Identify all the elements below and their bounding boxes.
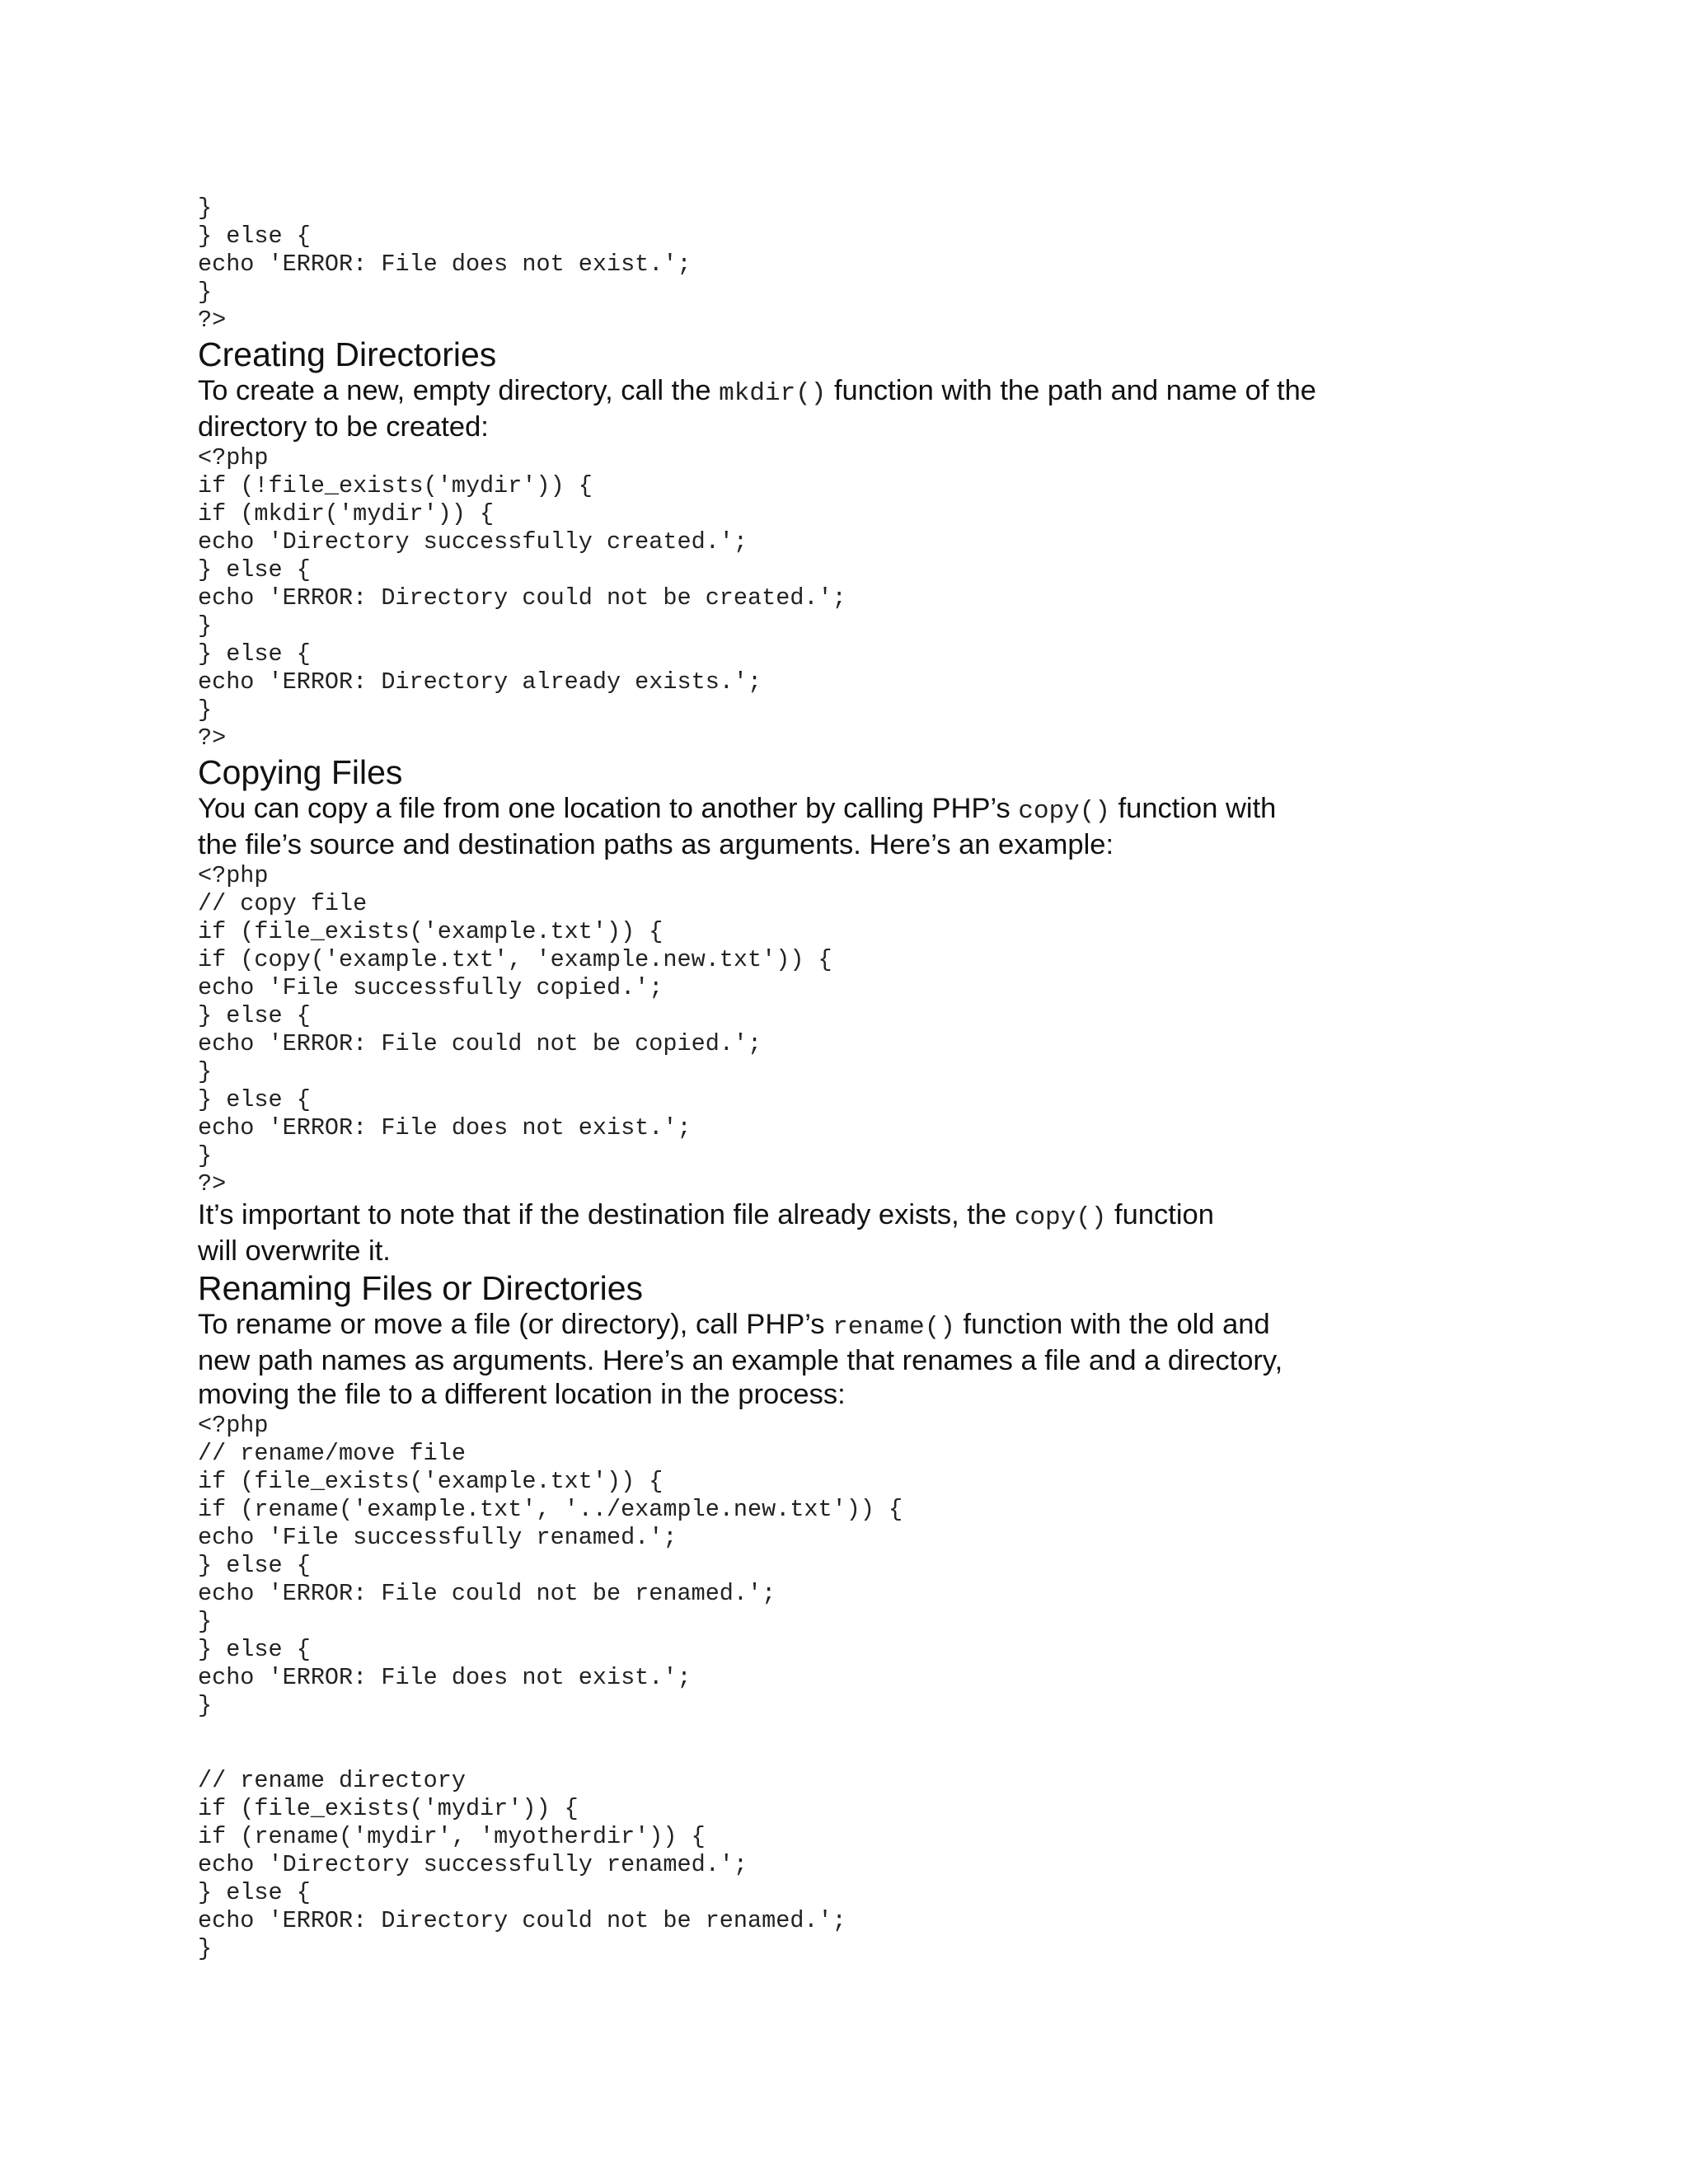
code-line: } [198, 194, 213, 222]
code-line: echo 'ERROR: File could not be copied.'; [198, 1030, 762, 1057]
code-line: } [198, 1608, 213, 1635]
text-run: the file’s source and destination paths as arguments. Here’s an example: [198, 829, 1114, 860]
text-run: To create a new, empty directory, call the [198, 375, 720, 406]
code-block-top [198, 194, 1451, 335]
code-line: } else { [198, 1086, 311, 1113]
text-run: new path names as arguments. Here’s an example that renames a file and a directory, [198, 1345, 1283, 1376]
code-line: echo 'File successfully renamed.'; [198, 1524, 678, 1551]
section-heading-creating-directories: Creating Directories [198, 335, 497, 373]
text-run: will overwrite it. [198, 1235, 391, 1267]
code-line: } [198, 612, 213, 640]
paragraph-line [198, 374, 1451, 410]
code-line: echo 'File successfully copied.'; [198, 974, 663, 1001]
code-line: } [198, 1692, 213, 1719]
code-block-copy [198, 862, 1451, 1198]
code-line: } else { [198, 1552, 311, 1579]
code-line: <?php [198, 1412, 269, 1439]
code-line: } [198, 1058, 213, 1085]
paragraph-line [198, 1344, 1451, 1378]
code-line: echo 'ERROR: File could not be renamed.'; [198, 1580, 776, 1607]
code-line: echo 'ERROR: File does not exist.'; [198, 251, 692, 278]
code-line: } [198, 279, 213, 306]
text-run: moving the file to a different location in the process: [198, 1379, 846, 1410]
code-line: } else { [198, 556, 311, 583]
code-line: ?> [198, 307, 227, 334]
text-run: function with the old and [954, 1309, 1270, 1340]
inline-code: rename() [832, 1313, 955, 1342]
code-line: // rename directory [198, 1767, 466, 1794]
text-run: You can copy a file from one location to another by calling PHP’s [198, 793, 1019, 824]
paragraph-line [198, 1198, 1451, 1235]
code-line: } [198, 1142, 213, 1169]
code-block-mkdir [198, 444, 1451, 752]
code-line: if (rename('example.txt', '../example.new.txt')) { [198, 1496, 903, 1523]
section-paragraph [198, 792, 1451, 862]
code-line: ?> [198, 724, 227, 752]
inline-code: copy() [1018, 797, 1110, 826]
paragraph-line [198, 1378, 1451, 1412]
text-run: function [1106, 1199, 1214, 1230]
code-line: echo 'Directory successfully created.'; [198, 528, 748, 555]
inline-code: mkdir() [719, 379, 827, 408]
blank-spacer [198, 1720, 1451, 1767]
code-line: echo 'ERROR: Directory could not be created.'; [198, 584, 846, 612]
code-line: if (copy('example.txt', 'example.new.txt')) { [198, 946, 832, 973]
code-line: if (!file_exists('mydir')) { [198, 472, 593, 499]
code-line: echo 'ERROR: Directory already exists.'; [198, 668, 762, 696]
code-block-rename-dir [198, 1767, 1451, 1963]
code-line: } else { [198, 1002, 311, 1029]
section-paragraph [198, 374, 1451, 444]
paragraph-line [198, 1308, 1451, 1344]
code-line: } [198, 696, 213, 724]
code-line: } [198, 1935, 213, 1962]
paragraph-line [198, 792, 1451, 828]
code-line: } else { [198, 1879, 311, 1906]
text-run: directory to be created: [198, 411, 489, 443]
code-line: echo 'ERROR: File does not exist.'; [198, 1114, 692, 1141]
note-paragraph [198, 1198, 1451, 1268]
code-block-rename-file [198, 1412, 1451, 1720]
code-line: if (file_exists('mydir')) { [198, 1795, 579, 1822]
text-run: function with the path and name of the [826, 375, 1316, 406]
code-line: echo 'ERROR: File does not exist.'; [198, 1664, 692, 1691]
text-run: It’s important to note that if the destination file already exists, the [198, 1199, 1015, 1230]
paragraph-line [198, 828, 1451, 862]
code-line: if (file_exists('example.txt')) { [198, 1468, 663, 1495]
inline-code: copy() [1014, 1203, 1107, 1232]
code-line: echo 'ERROR: Directory could not be renamed.'; [198, 1907, 846, 1934]
section-heading-copying-files: Copying Files [198, 753, 403, 791]
code-line: if (rename('mydir', 'myotherdir')) { [198, 1823, 706, 1850]
code-line: // copy file [198, 890, 368, 917]
section-heading-renaming: Renaming Files or Directories [198, 1269, 644, 1307]
paragraph-line [198, 1235, 1451, 1268]
code-line: <?php [198, 444, 269, 471]
code-line: // rename/move file [198, 1440, 466, 1467]
paragraph-line [198, 410, 1451, 444]
code-line: if (file_exists('example.txt')) { [198, 918, 663, 945]
code-line: } else { [198, 1636, 311, 1663]
document-page [198, 194, 1451, 1963]
code-line: <?php [198, 862, 269, 889]
code-line: ?> [198, 1170, 227, 1197]
code-line: echo 'Directory successfully renamed.'; [198, 1851, 748, 1878]
text-run: function with [1109, 793, 1277, 824]
code-line: } else { [198, 640, 311, 668]
code-line: } else { [198, 223, 311, 250]
section-paragraph [198, 1308, 1451, 1412]
text-run: To rename or move a file (or directory), call PHP’s [198, 1309, 833, 1340]
code-line: if (mkdir('mydir')) { [198, 500, 495, 527]
